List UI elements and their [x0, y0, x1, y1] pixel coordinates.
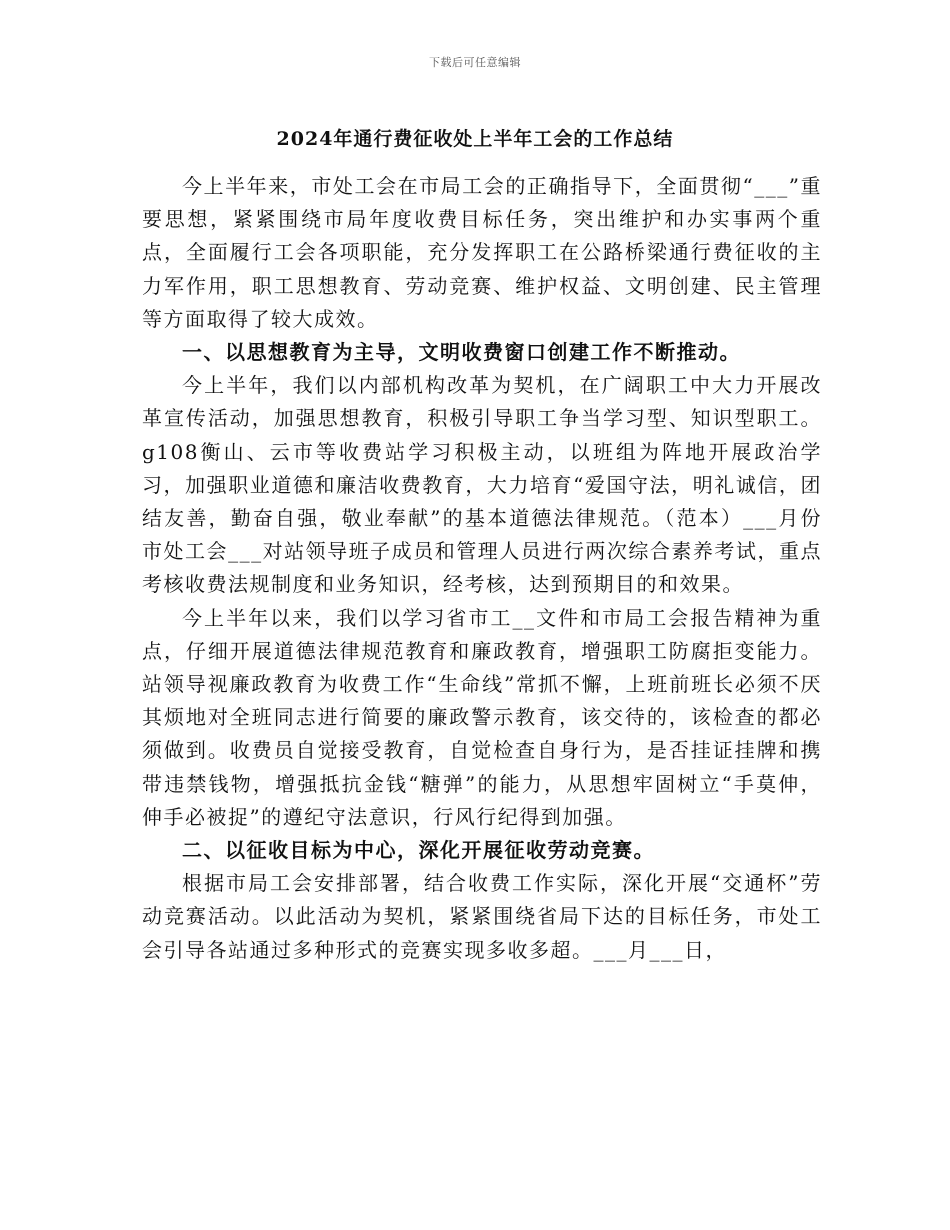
section-heading-1: 一、以思想教育为主导，文明收费窗口创建工作不断推动。: [182, 340, 741, 365]
paragraph-section-2-a: 根据市局工会安排部署，结合收费工作实际，深化开展“交通杯”劳动竞赛活动。以此活动为契机，紧紧围绕省局下达的目标任务，市处工会引导各站通过多种形式的竞赛实现多收多超。___月___日，: [142, 871, 822, 962]
section-heading-2: 二、以征收目标为中心，深化开展征收劳动竞赛。: [182, 838, 655, 863]
paragraph-intro: 今上半年来，市处工会在市局工会的正确指导下，全面贯彻“___”重要思想，紧紧围绕市局年度收费目标任务，突出维护和办实事两个重点，全面履行工会各项职能，充分发挥职工在公路桥梁通行费征收的主力军作用，职工思想教育、劳动竞赛、维护权益、文明创建、民主管理等方面取得了较大成效。: [142, 174, 822, 331]
paragraph-section-1-b: 今上半年以来，我们以学习省市工__文件和市局工会报告精神为重点，仔细开展道德法律规范教育和廉政教育，增强职工防腐拒变能力。站领导视廉政教育为收费工作“生命线”常抓不懈，上班前班长必须不厌其烦地对全班同志进行简要的廉政警示教育，该交待的，该检查的都必须做到。收费员自觉接受教育，自觉检查自身行为，是否挂证挂牌和携带违禁钱物，增强抵抗金钱“糖弹”的能力，从思想牢固树立“手莫伸，伸手必被捉”的遵纪守法意识，行风行纪得到加强。: [142, 605, 822, 829]
document-body: [142, 170, 822, 967]
document-title: 2024年通行费征收处上半年工会的工作总结: [276, 128, 674, 150]
paragraph-section-1-a: 今上半年，我们以内部机构改革为契机，在广阔职工中大力开展改革宣传活动，加强思想教育，积极引导职工争当学习型、知识型职工。g108衡山、云市等收费站学习积极主动，以班组为阵地开展政治学习，加强职业道德和廉洁收费教育，大力培育“爱国守法，明礼诚信，团结友善，勤奋自强，敬业奉献”的基本道德法律规范。（范本）___月份市处工会___对站领导班子成员和管理人员进行两次综合素养考试，重点考核收费法规制度和业务知识，经考核，达到预期目的和效果。: [142, 373, 822, 597]
header-note: 下载后可任意编辑: [429, 56, 521, 69]
